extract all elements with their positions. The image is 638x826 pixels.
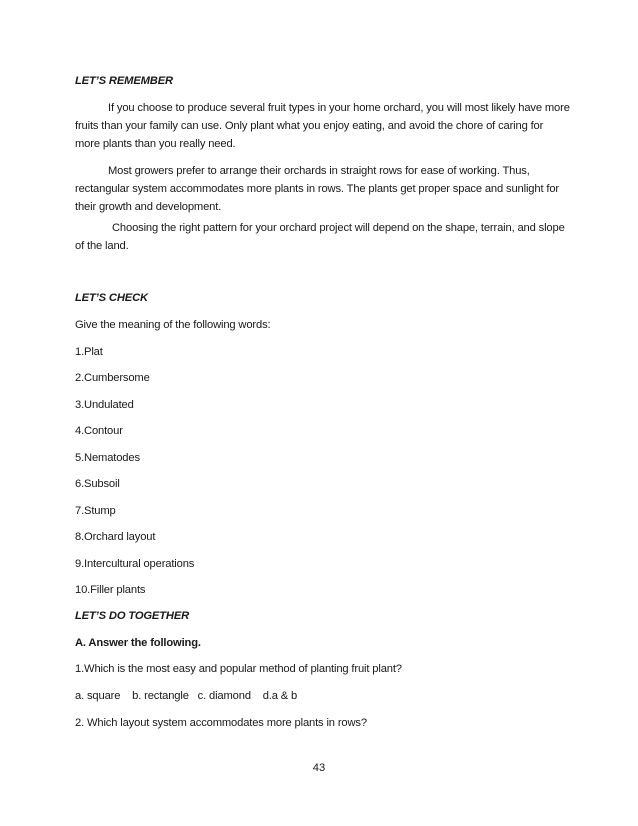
section-a-heading: A. Answer the following. — [75, 637, 201, 649]
remember-paragraph-2-line-3: their growth and development. — [75, 201, 222, 213]
remember-paragraph-1-line-2: fruits than your family can use. Only plant what you enjoy eating, and avoid the chore of caring for — [75, 120, 544, 132]
check-item: 5.Nematodes — [75, 452, 140, 464]
check-item: 8.Orchard layout — [75, 531, 156, 543]
check-item: 1.Plat — [75, 346, 103, 358]
remember-paragraph-1-line-1: If you choose to produce several fruit types in your home orchard, you will most likely have more — [108, 102, 570, 114]
question-1-options: a. square b. rectangle c. diamond d.a & b — [75, 690, 298, 702]
check-item: 9.Intercultural operations — [75, 558, 195, 570]
remember-paragraph-2-line-1: Most growers prefer to arrange their orchards in straight rows for ease of working. Thus, — [108, 165, 530, 177]
remember-paragraph-3-line-1: Choosing the right pattern for your orchard project will depend on the shape, terrain, and slope — [112, 222, 565, 234]
remember-paragraph-3-line-2: of the land. — [75, 240, 129, 252]
question-1: 1.Which is the most easy and popular method of planting fruit plant? — [75, 663, 402, 675]
check-instruction: Give the meaning of the following words: — [75, 319, 271, 331]
check-item: 10.Filler plants — [75, 584, 146, 596]
question-2: 2. Which layout system accommodates more plants in rows? — [75, 717, 367, 729]
lets-do-together-heading: LET’S DO TOGETHER — [75, 610, 190, 622]
check-item: 2.Cumbersome — [75, 372, 150, 384]
check-item: 3.Undulated — [75, 399, 134, 411]
remember-paragraph-1-line-3: more plants than you really need. — [75, 138, 236, 150]
check-item: 6.Subsoil — [75, 478, 120, 490]
page-number: 43 — [312, 762, 326, 774]
check-item: 4.Contour — [75, 425, 123, 437]
remember-paragraph-2-line-2: rectangular system accommodates more plants in rows. The plants get proper space and sunlight for — [75, 183, 559, 195]
check-item: 7.Stump — [75, 505, 116, 517]
lets-remember-heading: LET’S REMEMBER — [75, 75, 173, 87]
lets-check-heading: LET’S CHECK — [75, 292, 148, 304]
